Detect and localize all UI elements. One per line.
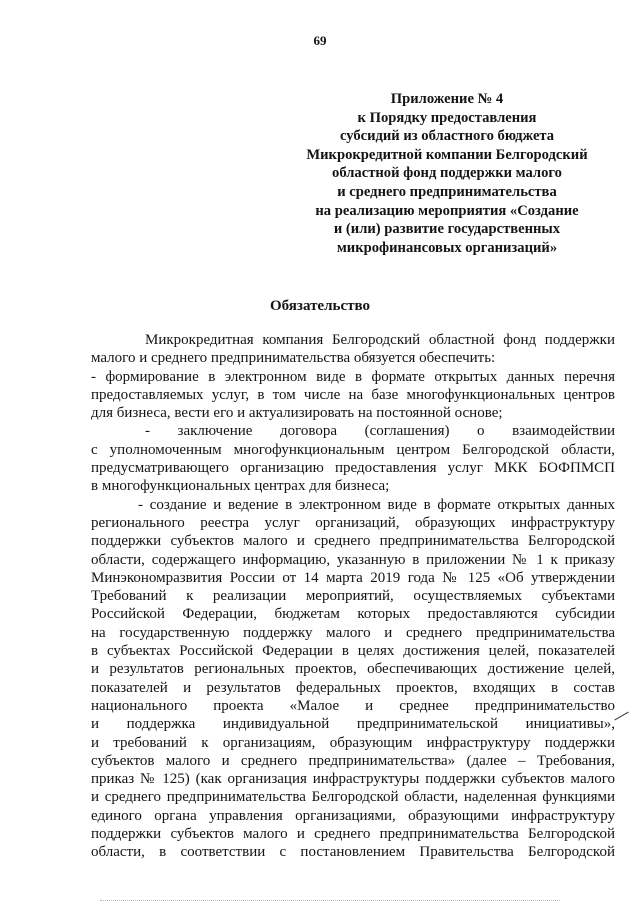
body-line: и результатов региональных проектов, обеспечивающих достижение целей, xyxy=(91,661,615,678)
body-line: области, содержащего информацию, указанную в приложении № 1 к приказу xyxy=(91,551,615,568)
body-line: приказ № 125) (как организация инфраструктуры поддержки субъектов малого xyxy=(91,771,615,788)
body-line: - формирование в электронном виде в формате открытых данных перечня xyxy=(91,368,615,385)
appendix-line: областной фонд поддержки малого xyxy=(332,165,562,182)
body-line: с уполномоченным многофункциональным центром Белгородской области, xyxy=(91,441,615,458)
body-line: показателей и результатов федеральных проектов, входящих в состав xyxy=(91,679,615,696)
appendix-line: на реализацию мероприятия «Создание xyxy=(315,202,579,219)
body-line: и среднего предпринимательства Белгородской области, наделенная функциями xyxy=(91,789,615,806)
body-line: Требований к реализации мероприятий, осуществляемых субъектами xyxy=(91,588,615,605)
body-line: единого органа управления организациями, образующими инфраструктуру xyxy=(91,807,615,824)
body-line: национального проекта «Малое и среднее предпринимательство xyxy=(91,697,615,714)
appendix-line: субсидий из областного бюджета xyxy=(339,128,555,145)
body-line: субъектов малого и среднего предпринимательства» (далее – Требования, xyxy=(91,752,615,769)
appendix-line: микрофинансовых организаций» xyxy=(336,239,558,256)
scan-edge-artifact xyxy=(100,899,560,901)
appendix-header xyxy=(292,90,602,257)
page-number: 69 xyxy=(313,33,327,48)
body-line: предоставляемых услуг, в том числе на базе многофункциональных центров xyxy=(91,386,615,403)
body-line: Минэкономразвития России от 14 марта 2019 года № 125 «Об утверждении xyxy=(91,569,615,586)
body-line: регионального реестра услуг организаций, образующих инфраструктуру xyxy=(91,514,615,531)
document-body xyxy=(91,331,615,862)
body-line: поддержки субъектов малого и среднего предпринимательства Белгородской xyxy=(91,533,615,550)
body-line: - заключение договора (соглашения) о взаимодействии xyxy=(145,423,615,440)
body-line: области, в соответствии с постановлением Правительства Белгородской xyxy=(91,844,615,861)
body-line: на государственную поддержку малого и среднего предпринимательства xyxy=(91,624,615,641)
body-line: предусматривающего организацию предоставления услуг МКК БОФПМСП xyxy=(91,460,615,477)
body-line: Микрокредитная компания Белгородский областной фонд поддержки xyxy=(145,332,615,348)
body-line: - создание и ведение в электронном виде в формате открытых данных xyxy=(138,496,615,513)
appendix-line: к Порядку предоставления xyxy=(357,109,537,126)
appendix-line: Микрокредитной компании Белгородский xyxy=(306,146,588,163)
body-line: в субъектах Российской Федерации в целях достижения целей, показателей xyxy=(91,643,615,660)
appendix-line: Приложение № 4 xyxy=(390,91,504,107)
appendix-line: и (или) развитие государственных xyxy=(333,221,561,238)
body-line: и поддержка индивидуальной предпринимательской инициативы», xyxy=(91,716,615,733)
body-line: в многофункциональных центрах для бизнеса; xyxy=(91,478,390,495)
body-line: для бизнеса, вести его и актуализировать на постоянной основе; xyxy=(91,405,503,422)
body-line: и требований к организациям, образующим инфраструктуру поддержки xyxy=(91,734,615,751)
body-line: поддержки субъектов малого и среднего предпринимательства Белгородской xyxy=(91,826,615,843)
appendix-line: и среднего предпринимательства xyxy=(337,183,557,200)
body-line: Российской Федерации, бюджетам которых предоставляются субсидии xyxy=(91,606,615,623)
body-line: малого и среднего предпринимательства обязуется обеспечить: xyxy=(91,350,496,367)
document-title: Обязательство xyxy=(270,298,370,314)
